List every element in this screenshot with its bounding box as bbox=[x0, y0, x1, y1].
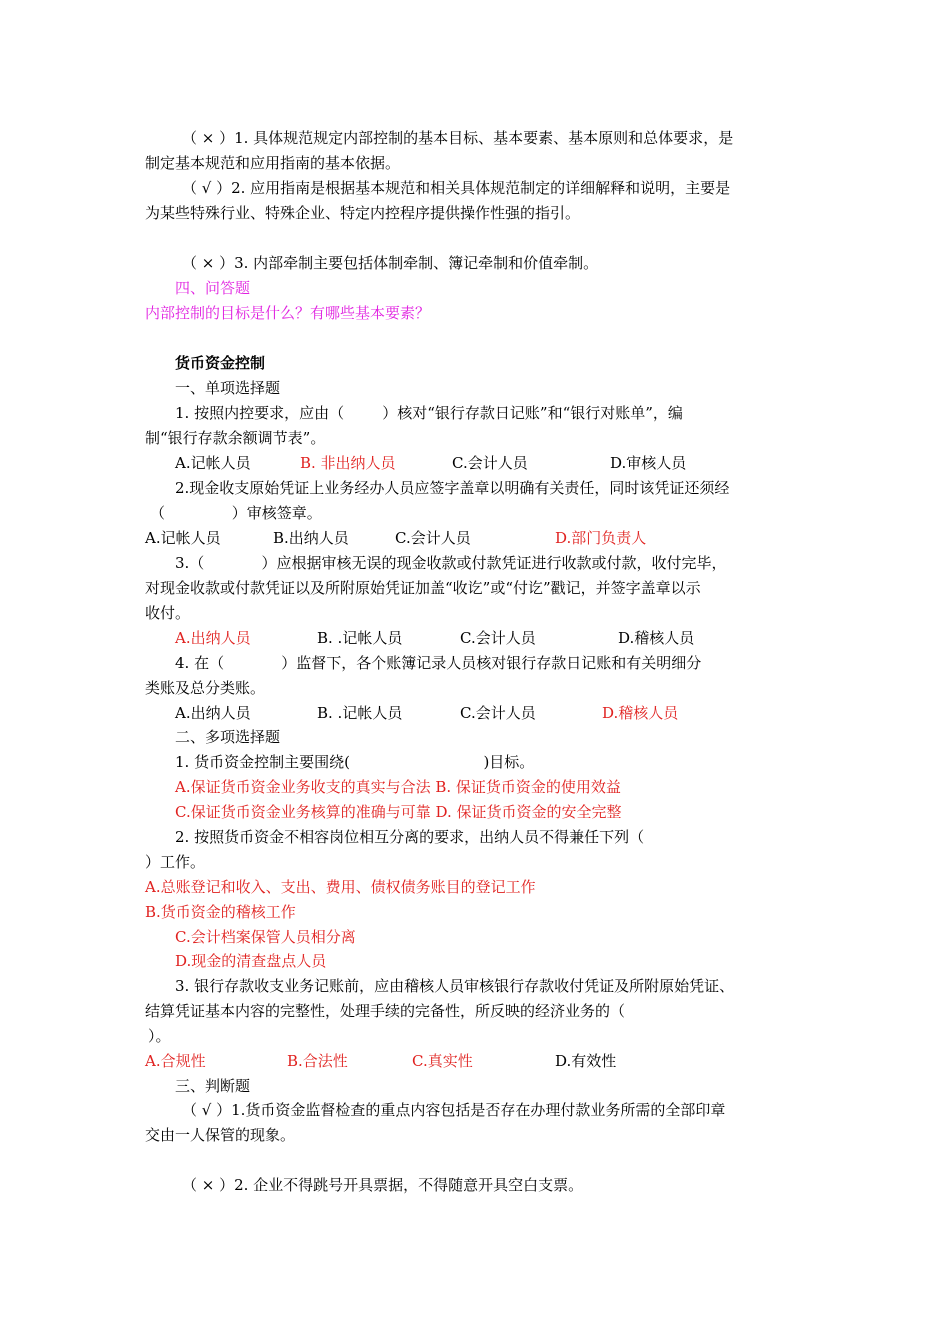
essay-heading: 四、问答题 bbox=[175, 279, 251, 297]
multi-q2-line1: 2. 按照货币资金不相容岗位相互分离的要求，出纳人员不得兼任下列（ bbox=[175, 828, 645, 846]
option-a: A.出纳人员 bbox=[175, 629, 251, 647]
single-q3-line2: 对现金收款或付款凭证以及所附原始凭证加盖“收讫”或“付讫”戳记，并签字盖章以示 bbox=[145, 579, 701, 597]
single-q4-options bbox=[0, 703, 950, 723]
multi-q2-option-d: D.现金的清查盘点人员 bbox=[175, 952, 327, 970]
single-q3-line3: 收付。 bbox=[145, 604, 191, 622]
multi-q1-line1: 1. 货币资金控制主要围绕( )目标。 bbox=[175, 753, 535, 771]
option-b: B.出纳人员 bbox=[273, 529, 349, 547]
option-d: D.审核人员 bbox=[610, 454, 687, 472]
single-choice-heading: 一、单项选择题 bbox=[175, 379, 281, 397]
single-q2-line1: 2.现金收支原始凭证上业务经办人员应签字盖章以明确有关责任，同时该凭证还须经 bbox=[175, 479, 730, 497]
intro-judgment-q1-line2: 制定基本规范和应用指南的基本依据。 bbox=[145, 154, 401, 172]
option-b: B. 非出纳人员 bbox=[300, 454, 396, 472]
option-b: B. .记帐人员 bbox=[317, 704, 403, 722]
multi-q2-line2: ）工作。 bbox=[145, 853, 206, 871]
intro-judgment-q2-line2: 为某些特殊行业、特殊企业、特定内控程序提供操作性强的指引。 bbox=[145, 204, 581, 222]
multi-q1-options-ab: A.保证货币资金业务收支的真实与合法 B. 保证货币资金的使用效益 bbox=[175, 778, 621, 796]
single-q3-line1: 3.（ ）应根据审核无误的现金收款或付款凭证进行收款或付款，收付完毕， bbox=[175, 554, 727, 572]
option-c: C.真实性 bbox=[412, 1052, 473, 1070]
essay-question: 内部控制的目标是什么？有哪些基本要素？ bbox=[145, 304, 431, 322]
intro-judgment-q1-line1: （ × ）1. 具体规范规定内部控制的基本目标、基本要素、基本原则和总体要求，是 bbox=[182, 129, 734, 147]
multi-choice-heading: 二、多项选择题 bbox=[175, 728, 281, 746]
intro-judgment-q2-line1: （ √ ）2. 应用指南是根据基本规范和相关具体规范制定的详细解释和说明，主要是 bbox=[182, 179, 731, 197]
option-a: A.合规性 bbox=[145, 1052, 206, 1070]
judgment-q1-line1: （ √ ）1.货币资金监督检查的重点内容包括是否存在办理付款业务所需的全部印章 bbox=[182, 1101, 726, 1119]
multi-q2-option-b: B.货币资金的稽核工作 bbox=[145, 903, 296, 921]
multi-q2-option-c: C.会计档案保管人员相分离 bbox=[175, 928, 356, 946]
section-title: 货币资金控制 bbox=[175, 354, 266, 372]
option-c: C.会计人员 bbox=[460, 629, 536, 647]
judgment-q2: （ × ）2. 企业不得跳号开具票据，不得随意开具空白支票。 bbox=[182, 1176, 584, 1194]
single-q2-line2: （ ）审核签章。 bbox=[150, 504, 322, 522]
option-a: A.记帐人员 bbox=[145, 529, 221, 547]
option-c: C.会计人员 bbox=[460, 704, 536, 722]
judgment-heading: 三、判断题 bbox=[175, 1077, 251, 1095]
single-q1-line1: 1. 按照内控要求，应由（ ）核对“银行存款日记账”和“银行对账单”，编 bbox=[175, 404, 683, 422]
multi-q3-line1: 3. 银行存款收支业务记账前，应由稽核人员审核银行存款收付凭证及所附原始凭证、 bbox=[175, 977, 735, 995]
multi-q3-line3: ）。 bbox=[148, 1027, 171, 1045]
option-d: D.部门负责人 bbox=[555, 529, 647, 547]
judgment-q1-line2: 交由一人保管的现象。 bbox=[145, 1126, 296, 1144]
multi-q3-line2: 结算凭证基本内容的完整性，处理手续的完备性，所反映的经济业务的（ bbox=[145, 1002, 626, 1020]
option-c: C.会计人员 bbox=[395, 529, 471, 547]
multi-q1-options-cd: C.保证货币资金业务核算的准确与可靠 D. 保证货币资金的安全完整 bbox=[175, 803, 622, 821]
single-q4-line1: 4. 在（ ）监督下，各个账簿记录人员核对银行存款日记账和有关明细分 bbox=[175, 654, 702, 672]
option-a: A.记帐人员 bbox=[175, 454, 251, 472]
single-q4-line2: 类账及总分类账。 bbox=[145, 679, 266, 697]
single-q1-options bbox=[0, 453, 950, 473]
option-d: D.稽核人员 bbox=[618, 629, 695, 647]
multi-q3-options bbox=[0, 1051, 950, 1071]
option-c: C.会计人员 bbox=[452, 454, 528, 472]
option-b: B. .记帐人员 bbox=[317, 629, 403, 647]
single-q1-line2: 制“银行存款余额调节表”。 bbox=[145, 429, 326, 447]
option-d: D.稽核人员 bbox=[602, 704, 679, 722]
single-q3-options bbox=[0, 628, 950, 648]
intro-judgment-q3: （ × ）3. 内部牵制主要包括体制牵制、簿记牵制和价值牵制。 bbox=[182, 254, 599, 272]
option-b: B.合法性 bbox=[287, 1052, 348, 1070]
option-a: A.出纳人员 bbox=[175, 704, 251, 722]
single-q2-options bbox=[0, 528, 950, 548]
multi-q2-option-a: A.总账登记和收入、支出、费用、债权债务账目的登记工作 bbox=[145, 878, 536, 896]
option-d: D.有效性 bbox=[555, 1052, 617, 1070]
